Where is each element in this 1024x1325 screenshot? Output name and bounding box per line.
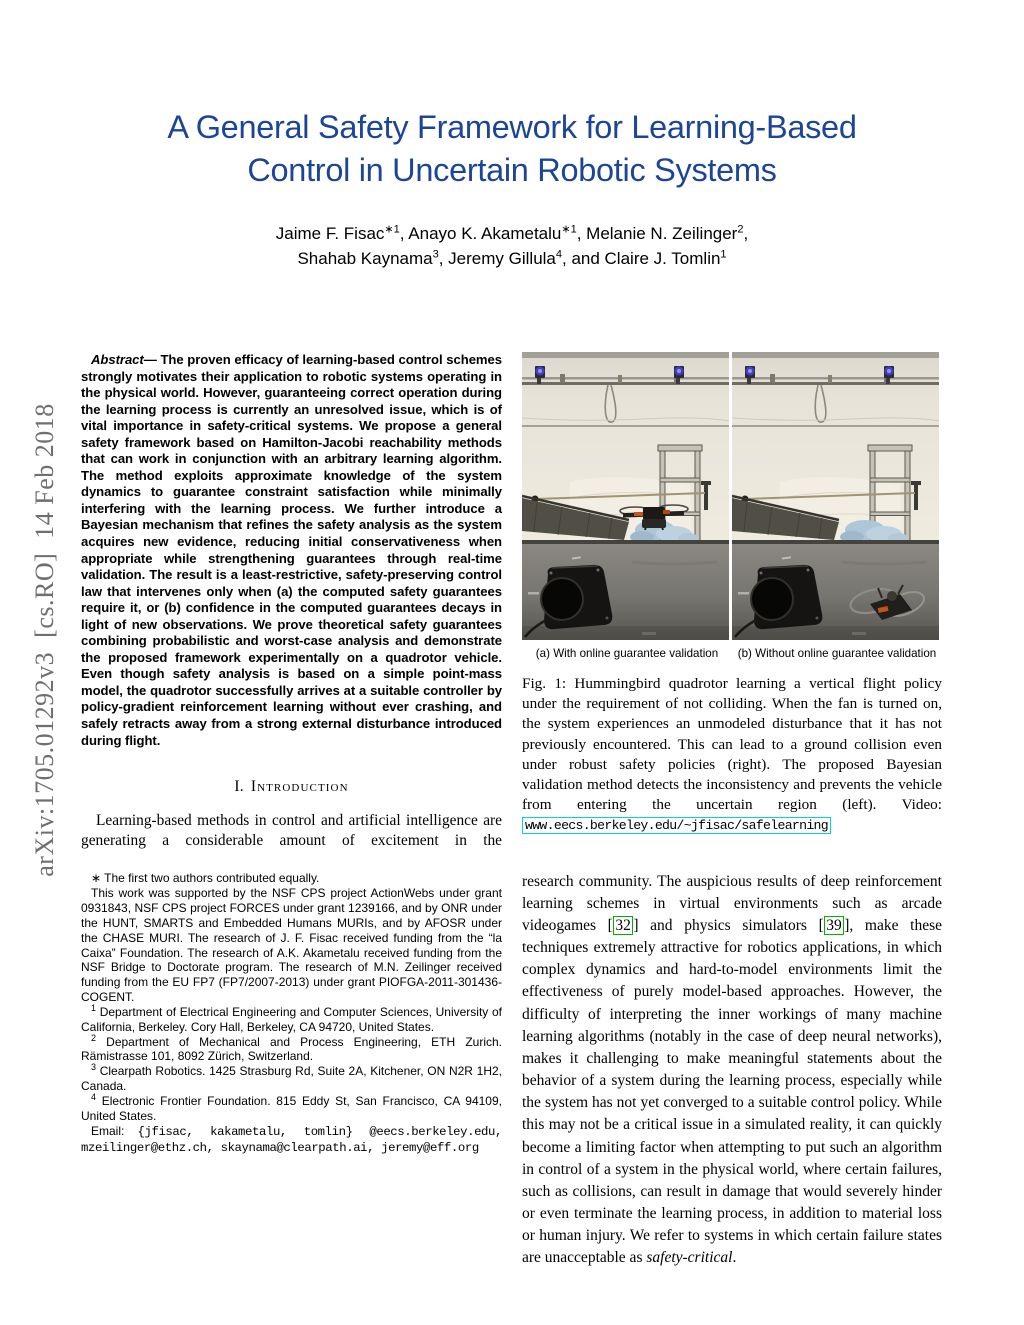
video-link[interactable]: www.eecs.berkeley.edu/~jfisac/safelearning [522, 817, 831, 834]
footnotes [81, 871, 502, 1155]
figure-1 [522, 352, 942, 640]
figure-photo-a [522, 352, 729, 640]
subcaption-a: (a) With online guarantee validation [535, 647, 719, 660]
paper-title-line1: A General Safety Framework for Learning-Based [167, 109, 857, 145]
body-paragraph-right: research community. The auspicious results of deep reinforcement learning schemes in virtual environments such as arcade videogames [ 32 ] and physics simulators [ 39 ], make these techniques extremely attractive for robotics applications, in which complex dynamics and hard-to-model environments limit the effectiveness of purely model-based approaches. However, the difficulty of interpreting the inner workings of many machine learning algorithms (notably in the case of deep neural networks), makes it challenging to make meaningful statements about the behavior of a system during the learning process, especially while the system has not yet converged to a suitable control policy. While this may not be a critical issue in a simulated reality, it can quickly become a limiting factor when attempting to put such an algorithm in control of a system in the physical world, where certain failures, such as collisions, can result in damage that would severely hinder or even terminate the learning process, in addition to material loss or human injury. We refer to systems in which certain failure states are unacceptable as safety-critical. [522, 872, 942, 1267]
author-line2: Shahab Kaynama$^3$, Jeremy Gillula$^4$, and Claire J. Tomlin$^1$ [297, 247, 727, 268]
footnote: $^4$ Electronic Frontier Foundation. 815 Eddy St, San Francisco, CA 94109, United States. [81, 1091, 502, 1123]
footnote: $^1$ Department of Electrical Engineering and Computer Sciences, University of California, Berkeley. Cory Hall, Berkeley, CA 94720, United States. [81, 1002, 502, 1034]
citation-link[interactable]: 32 [613, 916, 634, 935]
footnote: $^2$ Department of Mechanical and Process Engineering, ETH Zurich. Rämistrasse 101, 8092 Zürich, Switzerland. [81, 1032, 502, 1064]
subcaption-b: (b) Without online guarantee validation [737, 647, 937, 660]
arxiv-watermark: arXiv:1705.01292v3 [cs.RO] 14 Feb 2018 [30, 403, 59, 877]
footnote: This work was supported by the NSF CPS project ActionWebs under grant 0931843, NSF CPS project FORCES under grant 1239166, and by ONR under the HUNT, SMARTS and Embedded Humans MURIs, and by AFOSR under the CHASE MURI. The research of J. F. Fisac received funding from the “la Caixa” Foundation. The research of A.K. Akametalu received funding from the NSF Bridge to Doctorate program. The research of M.N. Zeilinger received funding from the EU FP7 (FP7/2007-2013) under grant PIOFGA-2011-301436-COGENT. [81, 886, 502, 1005]
figure-subcaptions [522, 647, 942, 660]
left-column [81, 352, 502, 1155]
section-heading-introduction [81, 778, 502, 796]
paper-title [0, 106, 1024, 192]
abstract-body: — The proven efficacy of learning-based control schemes strongly motivates their application to robotic systems operating in the physical world. However, guaranteeing correct operation during the learning process is currently an unresolved issue, which is of vital importance in safety-critical systems. We propose a general safety framework based on Hamilton-Jacobi reachability methods that can work in conjunction with an arbitrary learning algorithm. The method exploits approximate knowledge of the system dynamics to guarantee constraint satisfaction while minimally interfering with the learning process. We further introduce a Bayesian mechanism that refines the safety analysis as the system acquires new evidence, reducing initial conservativeness when appropriate while strengthening guarantees through real-time validation. The result is a least-restrictive, safety-preserving control law that intervenes only when (a) the computed safety guarantees require it, or (b) confidence in the computed guarantees decays in light of new observations. We prove theoretical safety guarantees combining probabilistic and worst-case analysis and demonstrate the proposed framework experimentally on a quadrotor vehicle. Even though safety analysis is based on a simple point-mass model, the quadrotor successfully arrives at a suitable controller by policy-gradient reinforcement learning without ever crashing, and safely retracts away from a strong external disturbance introduced during flight. [81, 352, 502, 748]
citation-link[interactable]: 39 [824, 916, 845, 935]
footnote: Email: {jfisac, kakametalu, tomlin} @eecs.berkeley.edu, mzeilinger@ethz.ch, skaynama@clearpath.ai, jeremy@eff.org [81, 1123, 502, 1155]
section-number: I. [234, 778, 244, 796]
right-column [522, 352, 942, 1269]
figure-photo-b [732, 352, 939, 640]
author-list [0, 222, 1024, 271]
footnote: ∗ The first two authors contributed equally. [91, 871, 320, 886]
intro-paragraph: Learning-based methods in control and artificial intelligence are generating a considerable amount of excitement in the [81, 812, 502, 849]
author-line1: Jaime F. Fisac$^{∗1}$, Anayo K. Akametalu$^{∗1}$, Melanie N. Zeilinger$^2$, [275, 223, 749, 243]
footnote: $^3$ Clearpath Robotics. 1425 Strasburg Rd, Suite 2A, Kitchener, ON N2R 1H2, Canada. [81, 1062, 502, 1094]
abstract-label: Abstract [91, 352, 144, 367]
section-title: Introduction [250, 778, 349, 796]
abstract [81, 352, 502, 749]
figure-caption: Fig. 1: Hummingbird quadrotor learning a vertical flight policy under the requirement of not colliding. When the fan is turned on, the system experiences an unmodeled disturbance that it has not previously encountered. This can lead to a ground collision even under robust safety policies (right). The proposed Bayesian validation method detects the inconsistency and prevents the vehicle from entering the uncertain region (left). Video: www.eecs.berkeley.edu/~jfisac/safelearning [522, 675, 942, 834]
paper-title-line2: Control in Uncertain Robotic Systems [247, 152, 777, 188]
